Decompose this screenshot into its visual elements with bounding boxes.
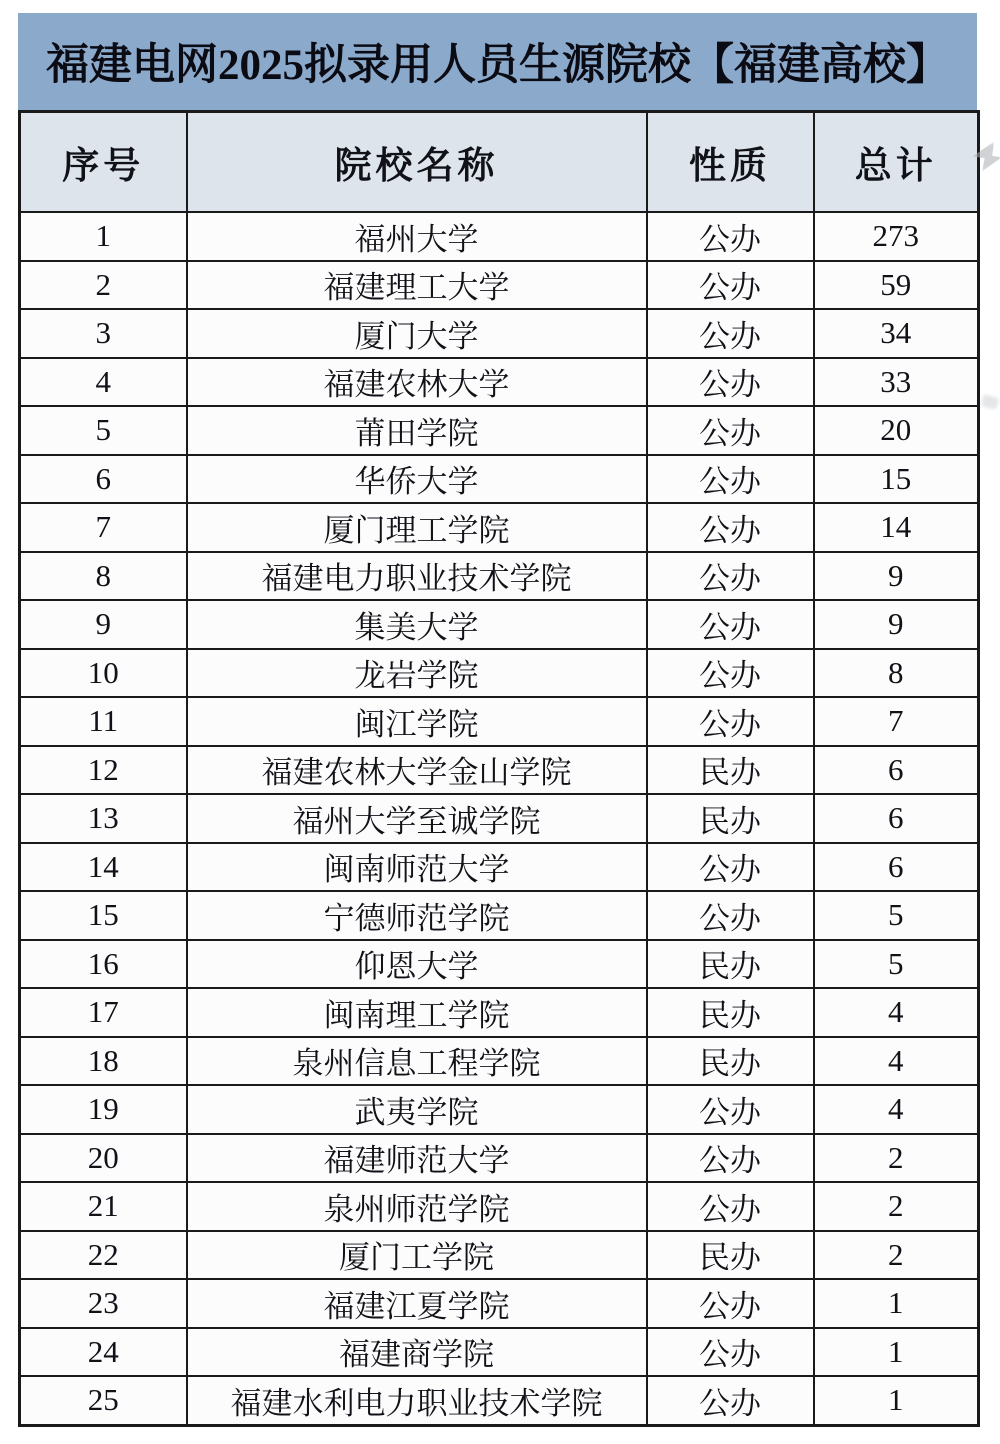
cell-no: 25 <box>20 1376 187 1425</box>
cell-total: 14 <box>814 503 979 552</box>
table-sheet <box>18 13 977 1427</box>
table-row <box>20 1328 979 1377</box>
universities-table <box>18 110 980 1427</box>
cell-type: 公办 <box>647 1376 814 1425</box>
header-name: 院校名称 <box>187 112 647 213</box>
cell-total: 34 <box>814 309 979 358</box>
cell-total: 4 <box>814 1037 979 1086</box>
cell-total: 20 <box>814 406 979 455</box>
table-row <box>20 1134 979 1183</box>
table-row <box>20 455 979 504</box>
cell-total: 9 <box>814 552 979 601</box>
cell-type: 民办 <box>647 794 814 843</box>
cell-no: 8 <box>20 552 187 601</box>
cell-name: 武夷学院 <box>187 1085 647 1134</box>
cell-total: 33 <box>814 358 979 407</box>
cell-total: 4 <box>814 988 979 1037</box>
cell-no: 6 <box>20 455 187 504</box>
cell-total: 1 <box>814 1376 979 1425</box>
cell-no: 17 <box>20 988 187 1037</box>
cell-no: 24 <box>20 1328 187 1377</box>
cell-no: 19 <box>20 1085 187 1134</box>
cell-name: 福建水利电力职业技术学院 <box>187 1376 647 1425</box>
cell-name: 闽江学院 <box>187 697 647 746</box>
cell-total: 8 <box>814 649 979 698</box>
cell-no: 12 <box>20 746 187 795</box>
table-row <box>20 794 979 843</box>
cell-total: 6 <box>814 843 979 892</box>
cell-name: 福建理工大学 <box>187 261 647 310</box>
cell-no: 18 <box>20 1037 187 1086</box>
cell-name: 福州大学 <box>187 212 647 261</box>
cell-name: 福建师范大学 <box>187 1134 647 1183</box>
cell-name: 福建农林大学金山学院 <box>187 746 647 795</box>
cell-no: 21 <box>20 1182 187 1231</box>
header-no: 序号 <box>20 112 187 213</box>
watermark-artifact <box>981 394 1000 410</box>
table-row <box>20 1231 979 1280</box>
cell-no: 14 <box>20 843 187 892</box>
cell-type: 民办 <box>647 1037 814 1086</box>
cell-type: 民办 <box>647 746 814 795</box>
cell-type: 公办 <box>647 358 814 407</box>
table-row <box>20 503 979 552</box>
cell-name: 泉州信息工程学院 <box>187 1037 647 1086</box>
table-row <box>20 552 979 601</box>
cell-type: 公办 <box>647 552 814 601</box>
cell-name: 厦门理工学院 <box>187 503 647 552</box>
table-row <box>20 649 979 698</box>
cell-type: 公办 <box>647 843 814 892</box>
cell-type: 公办 <box>647 1328 814 1377</box>
table-row <box>20 1085 979 1134</box>
cell-name: 福建商学院 <box>187 1328 647 1377</box>
header-total: 总计 <box>814 112 979 213</box>
cell-name: 福建农林大学 <box>187 358 647 407</box>
cell-type: 公办 <box>647 406 814 455</box>
table-row <box>20 212 979 261</box>
cell-no: 23 <box>20 1279 187 1328</box>
cell-name: 福建电力职业技术学院 <box>187 552 647 601</box>
table-row <box>20 406 979 455</box>
cell-name: 华侨大学 <box>187 455 647 504</box>
cell-no: 2 <box>20 261 187 310</box>
cell-total: 273 <box>814 212 979 261</box>
cell-name: 仰恩大学 <box>187 940 647 989</box>
cell-type: 民办 <box>647 940 814 989</box>
table-row <box>20 697 979 746</box>
cell-type: 公办 <box>647 649 814 698</box>
cell-total: 6 <box>814 746 979 795</box>
cell-type: 民办 <box>647 1231 814 1280</box>
cell-no: 20 <box>20 1134 187 1183</box>
cell-type: 公办 <box>647 697 814 746</box>
header-type: 性质 <box>647 112 814 213</box>
table-row <box>20 309 979 358</box>
cell-no: 9 <box>20 600 187 649</box>
cell-name: 泉州师范学院 <box>187 1182 647 1231</box>
cell-total: 7 <box>814 697 979 746</box>
cell-no: 16 <box>20 940 187 989</box>
cell-name: 龙岩学院 <box>187 649 647 698</box>
cell-no: 22 <box>20 1231 187 1280</box>
cell-no: 4 <box>20 358 187 407</box>
cell-total: 15 <box>814 455 979 504</box>
table-row <box>20 1279 979 1328</box>
cell-total: 5 <box>814 940 979 989</box>
table-row <box>20 891 979 940</box>
cell-no: 5 <box>20 406 187 455</box>
table-row <box>20 1182 979 1231</box>
cell-name: 厦门工学院 <box>187 1231 647 1280</box>
cell-name: 福建江夏学院 <box>187 1279 647 1328</box>
cell-no: 11 <box>20 697 187 746</box>
table-row <box>20 358 979 407</box>
cell-type: 公办 <box>647 891 814 940</box>
cell-name: 闽南师范大学 <box>187 843 647 892</box>
cell-total: 2 <box>814 1231 979 1280</box>
cell-no: 7 <box>20 503 187 552</box>
cell-name: 厦门大学 <box>187 309 647 358</box>
page-title: 福建电网2025拟录用人员生源院校【福建高校】 <box>18 13 977 110</box>
table-row <box>20 746 979 795</box>
table-row <box>20 261 979 310</box>
table-row <box>20 843 979 892</box>
table-header-row <box>20 112 979 213</box>
cell-type: 公办 <box>647 309 814 358</box>
cell-name: 福州大学至诚学院 <box>187 794 647 843</box>
cell-total: 4 <box>814 1085 979 1134</box>
table-row <box>20 1376 979 1425</box>
cell-total: 1 <box>814 1328 979 1377</box>
cell-type: 民办 <box>647 988 814 1037</box>
cell-total: 5 <box>814 891 979 940</box>
cell-total: 59 <box>814 261 979 310</box>
cell-total: 1 <box>814 1279 979 1328</box>
cell-total: 2 <box>814 1182 979 1231</box>
cell-total: 6 <box>814 794 979 843</box>
cell-name: 集美大学 <box>187 600 647 649</box>
cell-type: 公办 <box>647 503 814 552</box>
table-row <box>20 988 979 1037</box>
cell-type: 公办 <box>647 1085 814 1134</box>
table-row <box>20 600 979 649</box>
cell-no: 10 <box>20 649 187 698</box>
table-row <box>20 940 979 989</box>
table-row <box>20 1037 979 1086</box>
cell-name: 宁德师范学院 <box>187 891 647 940</box>
cell-no: 13 <box>20 794 187 843</box>
cell-type: 公办 <box>647 600 814 649</box>
cell-total: 2 <box>814 1134 979 1183</box>
cell-no: 3 <box>20 309 187 358</box>
cell-no: 15 <box>20 891 187 940</box>
table-body <box>20 212 979 1425</box>
cell-type: 公办 <box>647 455 814 504</box>
cell-name: 闽南理工学院 <box>187 988 647 1037</box>
cell-type: 公办 <box>647 1279 814 1328</box>
cell-type: 公办 <box>647 1182 814 1231</box>
cell-type: 公办 <box>647 261 814 310</box>
cell-total: 9 <box>814 600 979 649</box>
cell-name: 莆田学院 <box>187 406 647 455</box>
cell-type: 公办 <box>647 212 814 261</box>
cell-type: 公办 <box>647 1134 814 1183</box>
cell-no: 1 <box>20 212 187 261</box>
